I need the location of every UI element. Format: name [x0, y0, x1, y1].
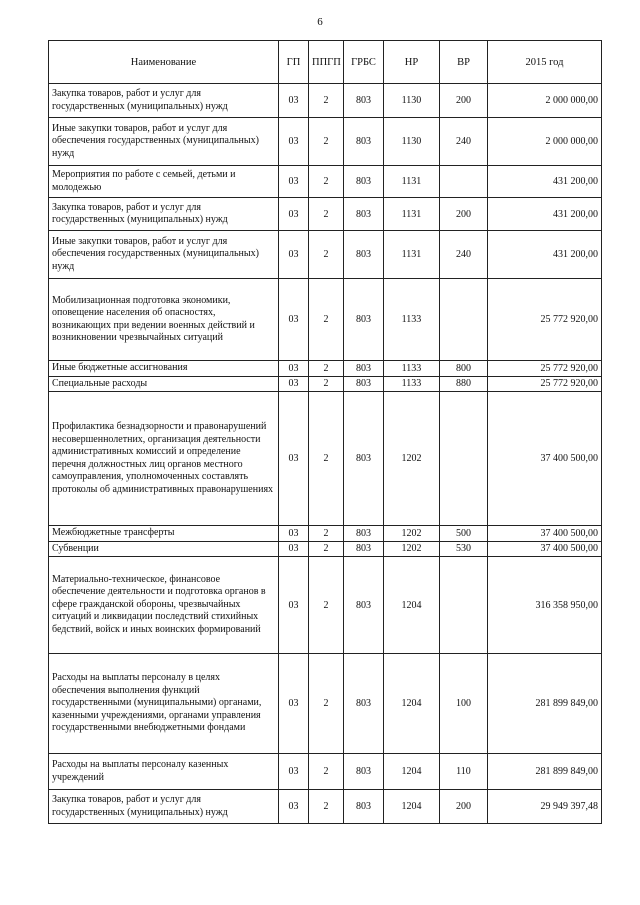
row-pgp: 2 [309, 84, 344, 118]
table-row [49, 118, 602, 166]
row-vr: 500 [440, 526, 488, 542]
row-grbs: 803 [344, 231, 384, 279]
row-vr [440, 557, 488, 654]
row-name: Межбюджетные трансферты [49, 526, 279, 542]
row-gp: 03 [279, 231, 309, 279]
row-gp: 03 [279, 166, 309, 198]
row-name: Мобилизационная подготовка экономики, оповещение населения об опасностях, возникающих при ведении военных действий и возникновении чрезвычайных ситуаций [49, 279, 279, 361]
row-name: Профилактика безнадзорности и правонарушений несовершеннолетних, организация деятельности административных комиссий и определение перечня должностных лиц органов местного самоуправления, уполномоченных составлять протоколы об административных правонарушениях [49, 392, 279, 526]
row-pgp: 2 [309, 376, 344, 392]
row-grbs: 803 [344, 541, 384, 557]
row-gp: 03 [279, 526, 309, 542]
row-name: Иные закупки товаров, работ и услуг для обеспечения государственных (муниципальных) нужд [49, 118, 279, 166]
table-row [49, 526, 602, 542]
row-vr: 530 [440, 541, 488, 557]
row-nr: 1204 [384, 754, 440, 790]
row-name: Расходы на выплаты персоналу в целях обеспечения выполнения функций государственными (муниципальными) органами, казенными учреждениями, органами управления государственными внебюджетными фондами [49, 654, 279, 754]
row-grbs: 803 [344, 279, 384, 361]
table-row [49, 754, 602, 790]
row-pgp: 2 [309, 361, 344, 377]
row-gp: 03 [279, 557, 309, 654]
row-gp: 03 [279, 654, 309, 754]
table-row [49, 541, 602, 557]
row-nr: 1133 [384, 279, 440, 361]
row-gp: 03 [279, 754, 309, 790]
table-row [49, 557, 602, 654]
row-grbs: 803 [344, 198, 384, 231]
row-gp: 03 [279, 392, 309, 526]
row-amount: 431 200,00 [488, 166, 602, 198]
row-pgp: 2 [309, 279, 344, 361]
row-vr [440, 392, 488, 526]
row-grbs: 803 [344, 376, 384, 392]
row-name: Закупка товаров, работ и услуг для государственных (муниципальных) нужд [49, 790, 279, 824]
row-vr [440, 166, 488, 198]
row-pgp: 2 [309, 790, 344, 824]
row-nr: 1204 [384, 654, 440, 754]
row-pgp: 2 [309, 392, 344, 526]
row-amount: 37 400 500,00 [488, 526, 602, 542]
row-pgp: 2 [309, 541, 344, 557]
row-name: Закупка товаров, работ и услуг для государственных (муниципальных) нужд [49, 84, 279, 118]
row-gp: 03 [279, 84, 309, 118]
row-amount: 25 772 920,00 [488, 376, 602, 392]
row-vr: 240 [440, 231, 488, 279]
table-row [49, 231, 602, 279]
row-pgp: 2 [309, 557, 344, 654]
row-gp: 03 [279, 790, 309, 824]
row-vr: 110 [440, 754, 488, 790]
row-pgp: 2 [309, 754, 344, 790]
row-nr: 1202 [384, 392, 440, 526]
row-nr: 1131 [384, 198, 440, 231]
row-name: Мероприятия по работе с семьей, детьми и молодежью [49, 166, 279, 198]
row-nr: 1130 [384, 84, 440, 118]
row-amount: 29 949 397,48 [488, 790, 602, 824]
row-gp: 03 [279, 279, 309, 361]
row-grbs: 803 [344, 361, 384, 377]
row-name: Субвенции [49, 541, 279, 557]
row-grbs: 803 [344, 392, 384, 526]
row-nr: 1131 [384, 231, 440, 279]
row-amount: 25 772 920,00 [488, 361, 602, 377]
table-header-row [49, 41, 602, 84]
row-vr: 200 [440, 198, 488, 231]
row-vr: 800 [440, 361, 488, 377]
header-grbs: ГРБС [344, 41, 384, 84]
table-row [49, 166, 602, 198]
row-nr: 1133 [384, 376, 440, 392]
row-name: Закупка товаров, работ и услуг для государственных (муниципальных) нужд [49, 198, 279, 231]
row-amount: 2 000 000,00 [488, 84, 602, 118]
row-grbs: 803 [344, 118, 384, 166]
row-name: Иные бюджетные ассигнования [49, 361, 279, 377]
row-amount: 2 000 000,00 [488, 118, 602, 166]
row-pgp: 2 [309, 526, 344, 542]
header-year: 2015 год [488, 41, 602, 84]
table-row [49, 392, 602, 526]
row-vr: 880 [440, 376, 488, 392]
row-grbs: 803 [344, 654, 384, 754]
row-vr: 200 [440, 84, 488, 118]
row-name: Специальные расходы [49, 376, 279, 392]
row-gp: 03 [279, 118, 309, 166]
row-name: Материально-техническое, финансовое обеспечение деятельности и подготовка органов в сфере гражданской обороны, чрезвычайных ситуаций и ликвидации последствий стихийных бедствий, войск и иных воинских формирований [49, 557, 279, 654]
row-name: Иные закупки товаров, работ и услуг для обеспечения государственных (муниципальных) нужд [49, 231, 279, 279]
row-grbs: 803 [344, 84, 384, 118]
row-vr: 100 [440, 654, 488, 754]
row-gp: 03 [279, 198, 309, 231]
budget-table [48, 40, 602, 824]
row-name: Расходы на выплаты персоналу казенных учреждений [49, 754, 279, 790]
table-row [49, 279, 602, 361]
row-nr: 1202 [384, 541, 440, 557]
row-amount: 431 200,00 [488, 231, 602, 279]
table-row [49, 84, 602, 118]
row-amount: 281 899 849,00 [488, 754, 602, 790]
row-nr: 1204 [384, 790, 440, 824]
row-grbs: 803 [344, 557, 384, 654]
table-row [49, 376, 602, 392]
row-amount: 281 899 849,00 [488, 654, 602, 754]
row-amount: 25 772 920,00 [488, 279, 602, 361]
header-pgp: ППГП [309, 41, 344, 84]
header-name: Наименование [49, 41, 279, 84]
row-nr: 1202 [384, 526, 440, 542]
table-row [49, 654, 602, 754]
row-vr: 200 [440, 790, 488, 824]
header-gp: ГП [279, 41, 309, 84]
row-gp: 03 [279, 376, 309, 392]
row-nr: 1133 [384, 361, 440, 377]
row-amount: 37 400 500,00 [488, 392, 602, 526]
row-pgp: 2 [309, 166, 344, 198]
row-nr: 1204 [384, 557, 440, 654]
row-pgp: 2 [309, 118, 344, 166]
row-vr [440, 279, 488, 361]
row-grbs: 803 [344, 790, 384, 824]
row-amount: 37 400 500,00 [488, 541, 602, 557]
header-nr: НР [384, 41, 440, 84]
row-gp: 03 [279, 361, 309, 377]
row-vr: 240 [440, 118, 488, 166]
table-row [49, 790, 602, 824]
row-pgp: 2 [309, 231, 344, 279]
row-amount: 316 358 950,00 [488, 557, 602, 654]
table-row [49, 361, 602, 377]
row-pgp: 2 [309, 654, 344, 754]
row-pgp: 2 [309, 198, 344, 231]
table-row [49, 198, 602, 231]
row-gp: 03 [279, 541, 309, 557]
header-vr: ВР [440, 41, 488, 84]
row-grbs: 803 [344, 166, 384, 198]
row-nr: 1130 [384, 118, 440, 166]
page-number: 6 [317, 16, 323, 28]
row-amount: 431 200,00 [488, 198, 602, 231]
row-grbs: 803 [344, 754, 384, 790]
row-grbs: 803 [344, 526, 384, 542]
row-nr: 1131 [384, 166, 440, 198]
